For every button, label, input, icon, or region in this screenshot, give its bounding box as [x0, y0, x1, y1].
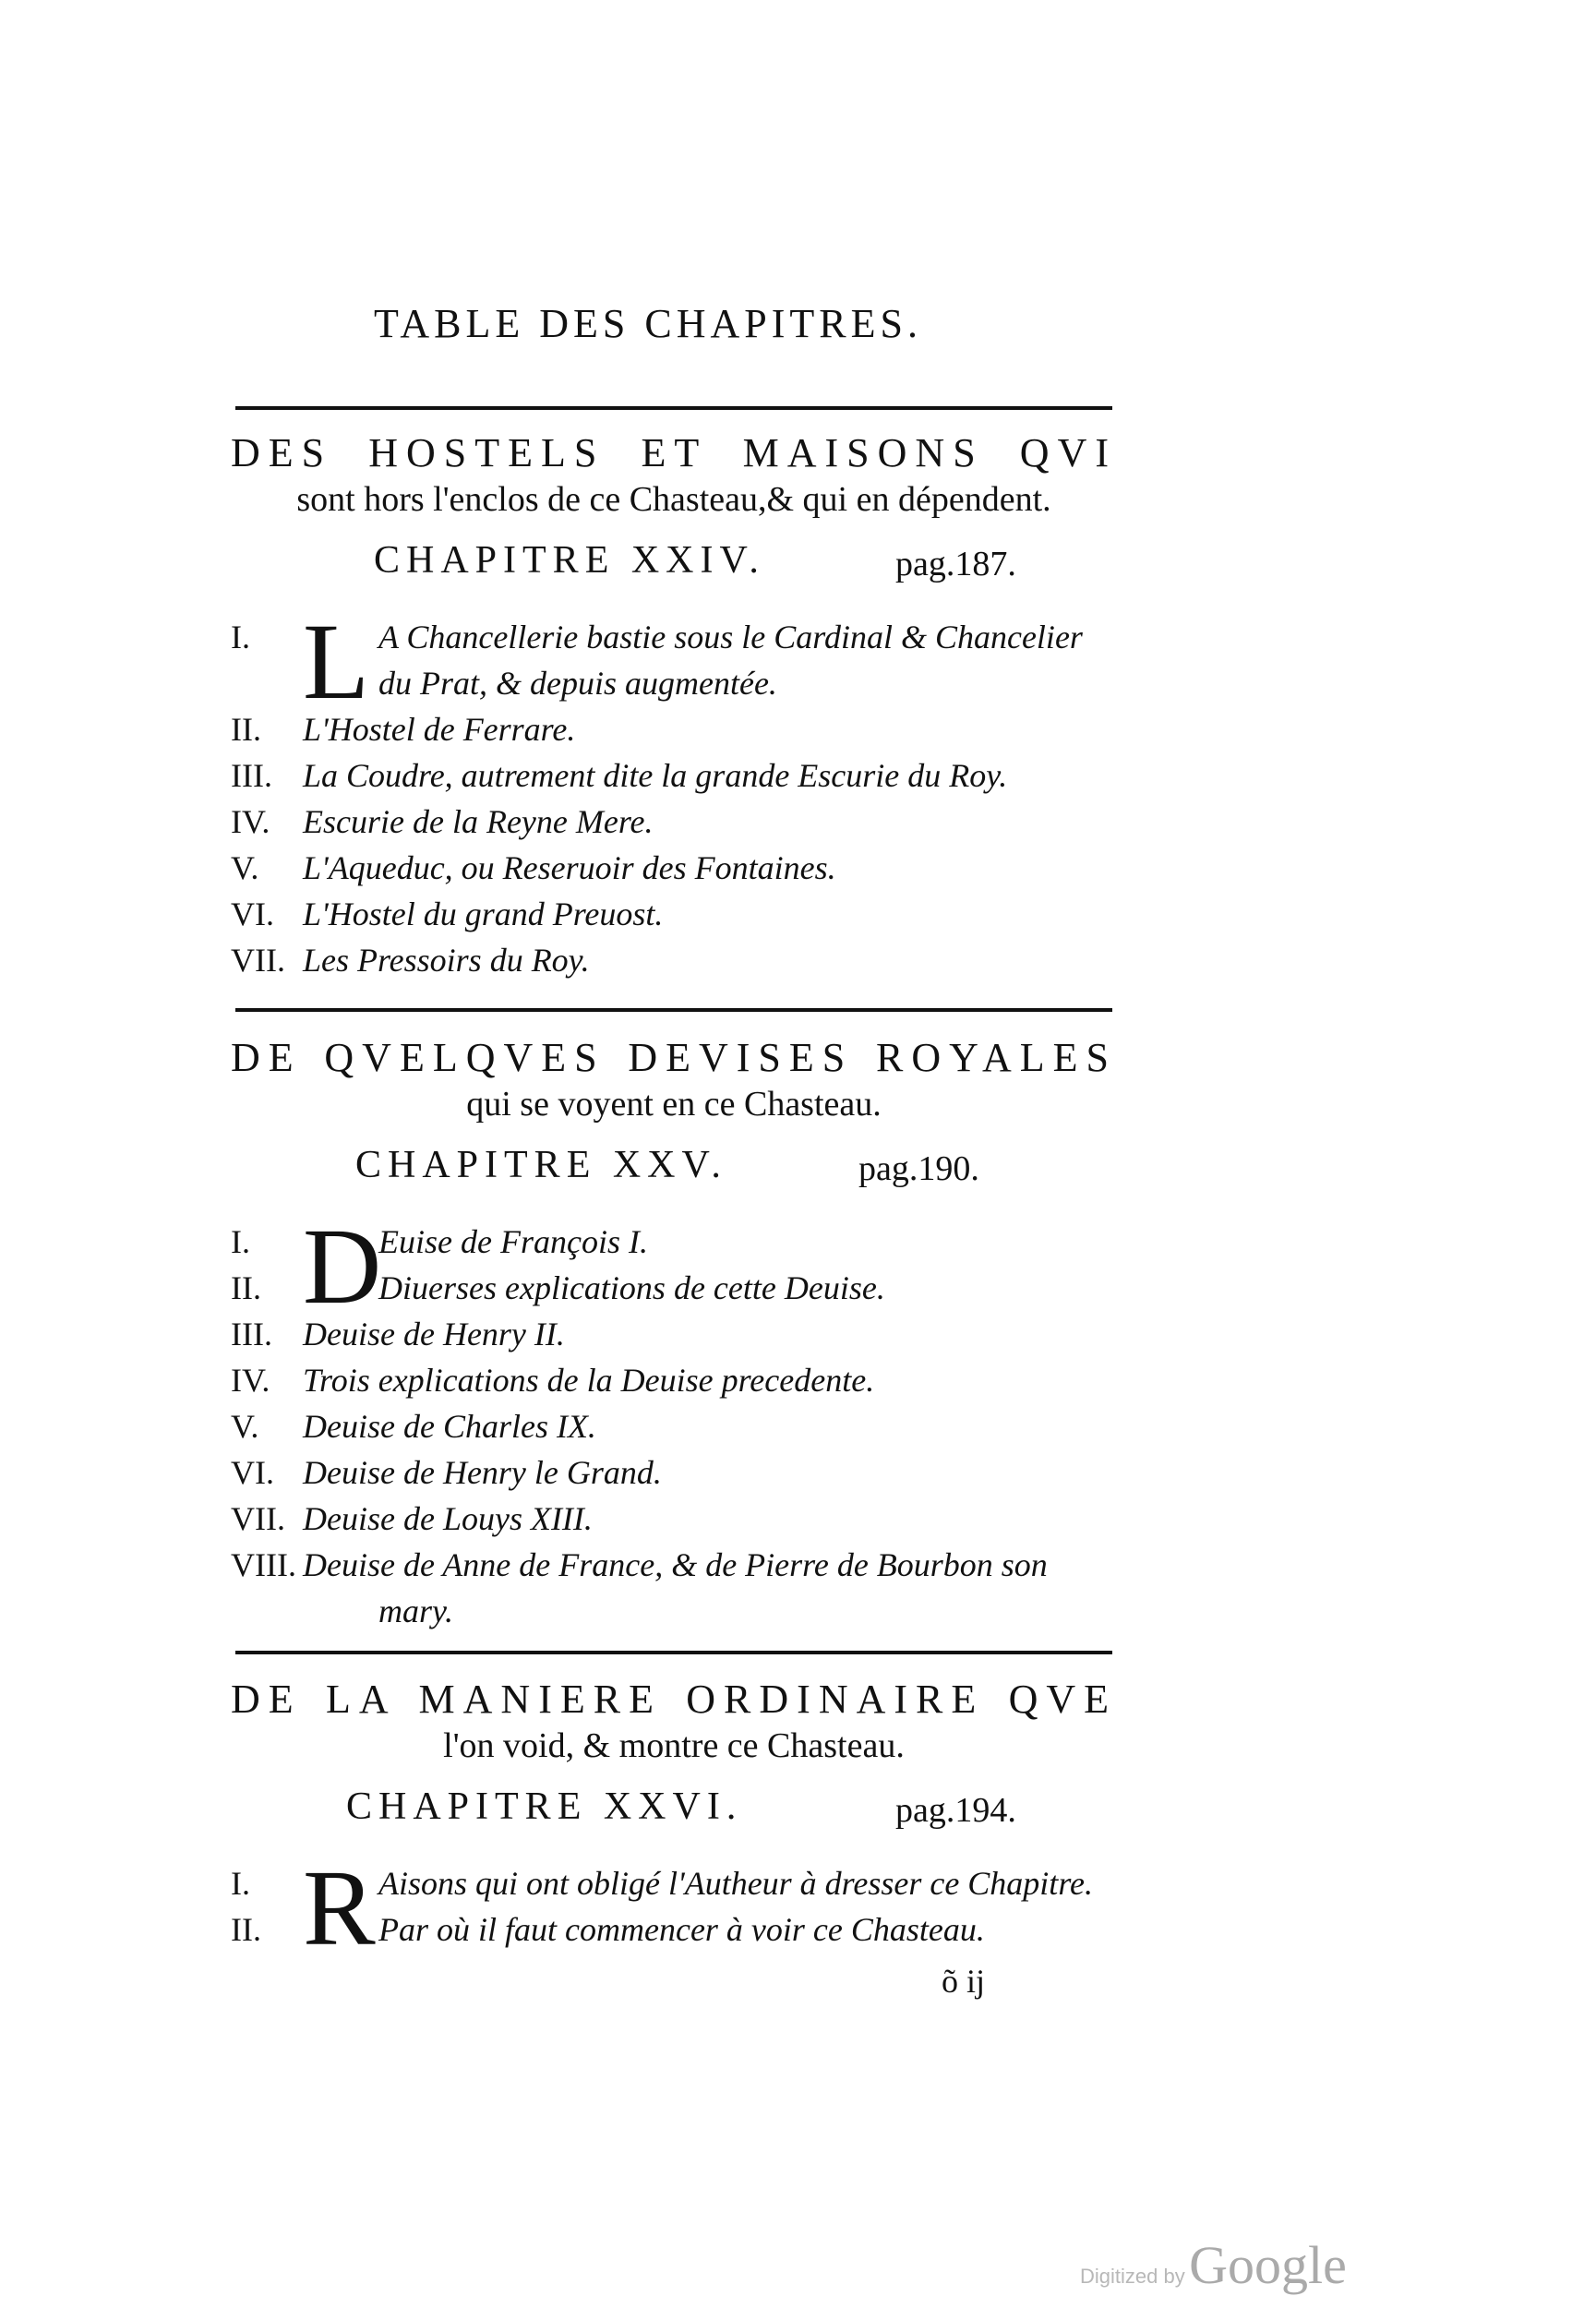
entry-text: Les Pressoirs du Roy.: [303, 942, 590, 980]
list-item: [231, 1403, 1117, 1449]
list-item: [231, 891, 1117, 937]
signature-mark: õ ij: [942, 1963, 986, 2000]
list-item: [231, 1311, 1117, 1357]
watermark-prefix: Digitized by: [1080, 2265, 1185, 2288]
entry-text: L'Hostel du grand Preuost.: [303, 896, 664, 933]
entry-list: [231, 1847, 1117, 1969]
entry-number: V.: [231, 1408, 259, 1446]
entry-number: I.: [231, 1223, 250, 1261]
entry-text: Deuise de Charles IX.: [303, 1408, 596, 1446]
entry-text: Aisons qui ont obligé l'Autheur à dresser ce Chapitre.: [378, 1865, 1093, 1903]
list-item: [231, 845, 1117, 891]
entry-text: Deuise de Henry le Grand.: [303, 1454, 662, 1492]
entry-number: III.: [231, 757, 272, 795]
entry-number: I.: [231, 619, 250, 656]
entry-text: Trois explications de la Deuise precedente.: [303, 1362, 875, 1400]
drop-cap: L: [303, 601, 370, 723]
entry-text: mary.: [378, 1593, 453, 1630]
list-item: [231, 1906, 1117, 1953]
entry-number: VIII.: [231, 1546, 296, 1584]
chapter-label: CHAPITRE XXVI.: [346, 1785, 743, 1829]
entry-text: L'Hostel de Ferrare.: [303, 711, 576, 749]
section-xxv: [231, 1034, 1117, 1634]
entry-continuation: [231, 1588, 1117, 1634]
chapter-line: [231, 1143, 1117, 1198]
entry-number: IV.: [231, 1362, 270, 1400]
entry-text: Euise de François I.: [378, 1223, 648, 1261]
list-item: [231, 1496, 1117, 1542]
chapter-line: [231, 538, 1117, 594]
entry-number: VI.: [231, 1454, 274, 1492]
list-item: [231, 1265, 1117, 1311]
entry-list: [231, 1206, 1117, 1634]
section-xxiv: [231, 429, 1117, 983]
entry-text: Par où il faut commencer à voir ce Chasteau.: [378, 1911, 985, 1949]
chapter-label: CHAPITRE XXV.: [355, 1144, 727, 1187]
entry-number: II.: [231, 711, 261, 749]
entry-text: A Chancellerie bastie sous le Cardinal & Chancelier: [378, 619, 1083, 656]
chapter-page: pag.187.: [895, 545, 1016, 584]
list-item: [231, 614, 1117, 660]
entry-continuation: [231, 660, 1117, 706]
section-rule: [235, 1008, 1112, 1012]
entry-list: [231, 601, 1117, 983]
list-item: [231, 1357, 1117, 1403]
entry-text: du Prat, & depuis augmentée.: [378, 665, 777, 703]
section-subtitle: sont hors l'enclos de ce Chasteau,& qui en dépendent.: [296, 479, 1051, 519]
drop-cap: R: [303, 1847, 376, 1969]
running-head: TABLE DES CHAPITRES.: [374, 301, 922, 346]
section-subtitle: l'on void, & montre ce Chasteau.: [443, 1725, 905, 1765]
chapter-page: pag.190.: [858, 1149, 979, 1189]
entry-number: V.: [231, 849, 259, 887]
entry-text: L'Aqueduc, ou Reseruoir des Fontaines.: [303, 849, 836, 887]
chapter-line: [231, 1785, 1117, 1840]
entry-text: Diuerses explications de cette Deuise.: [378, 1269, 885, 1307]
entry-number: II.: [231, 1269, 261, 1307]
chapter-label: CHAPITRE XXIV.: [374, 539, 765, 583]
list-item: [231, 799, 1117, 845]
entry-text: Deuise de Anne de France, & de Pierre de Bourbon son: [303, 1546, 1048, 1584]
entry-number: VI.: [231, 896, 274, 933]
list-item: [231, 1542, 1117, 1588]
entry-text: Deuise de Henry II.: [303, 1316, 565, 1353]
list-item: [231, 706, 1117, 752]
section-subtitle: qui se voyent en ce Chasteau.: [466, 1084, 882, 1124]
entry-number: IV.: [231, 803, 270, 841]
section-title: DES HOSTELS ET MAISONS QVI: [231, 430, 1117, 475]
chapter-page: pag.194.: [895, 1791, 1016, 1831]
list-item: [231, 1449, 1117, 1496]
entry-number: I.: [231, 1865, 250, 1903]
list-item: [231, 1860, 1117, 1906]
digitized-watermark: [1080, 2234, 1347, 2296]
google-logo: Google: [1189, 2235, 1347, 2295]
drop-cap: D: [303, 1206, 382, 1328]
list-item: [231, 1219, 1117, 1265]
list-item: [231, 937, 1117, 983]
list-item: [231, 752, 1117, 799]
section-title: DE LA MANIERE ORDINAIRE QVE: [231, 1677, 1117, 1722]
entry-number: VII.: [231, 1500, 285, 1538]
entry-number: III.: [231, 1316, 272, 1353]
entry-number: II.: [231, 1911, 261, 1949]
section-xxvi: [231, 1676, 1117, 1969]
section-rule: [235, 1651, 1112, 1654]
section-title: DE QVELQVES DEVISES ROYALES: [231, 1035, 1117, 1080]
entry-text: Escurie de la Reyne Mere.: [303, 803, 654, 841]
section-rule: [235, 406, 1112, 410]
entry-number: VII.: [231, 942, 285, 980]
entry-text: Deuise de Louys XIII.: [303, 1500, 593, 1538]
entry-text: La Coudre, autrement dite la grande Escurie du Roy.: [303, 757, 1008, 795]
